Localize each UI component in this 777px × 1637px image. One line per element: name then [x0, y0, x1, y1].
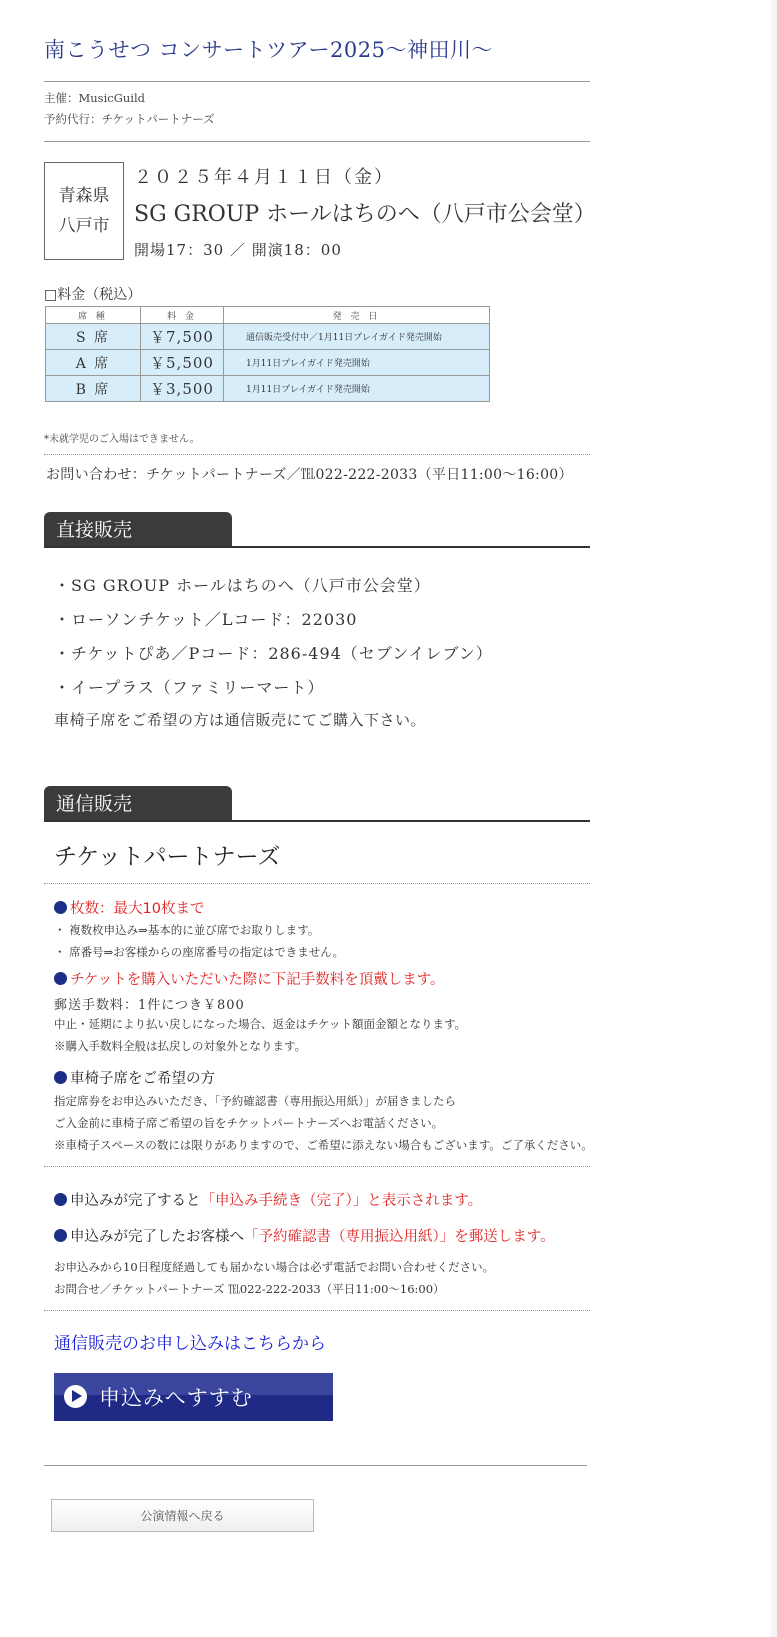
bullet-icon [54, 972, 67, 985]
play-icon [64, 1385, 87, 1408]
header-sale-date: 発 売 日 [224, 307, 490, 324]
followup-contact: お問合せ／チケットパートナーズ ℡022-222-2033（平日11:00〜16:00） [54, 1282, 445, 1296]
table-row [46, 376, 490, 402]
section-line [44, 546, 590, 548]
list-item: ・チケットぴあ／Pコード：286-494（セブンイレブン） [54, 644, 493, 663]
section-header-mail [44, 786, 590, 822]
divider [44, 141, 590, 142]
list-item: ・SG GROUP ホールはちのへ（八戸市公会堂） [54, 576, 431, 595]
limit-heading: 枚数：最大10枚まで [54, 897, 204, 918]
dotted-divider [44, 883, 590, 884]
page-title: 南こうせつ コンサートツアー2025〜神田川〜 [44, 38, 493, 62]
limit-note: ・ 席番号⇒お客様からの座席番号の指定はできません。 [54, 945, 344, 959]
section-line [44, 820, 590, 822]
dotted-divider [44, 1310, 590, 1311]
back-to-info-button[interactable] [51, 1499, 314, 1532]
wheelchair-note: 車椅子席をご希望の方は通信販売にてご購入下さい。 [54, 711, 427, 729]
bullet-icon [54, 1193, 67, 1206]
location-box [44, 162, 124, 260]
mailed-message: 申込みが完了したお客様へ「予約確認書（専用振込用紙）」を郵送します。 [54, 1225, 555, 1246]
fee-table-header [46, 307, 490, 324]
price-cell: ￥7,500 [141, 324, 224, 350]
wheelchair-heading: 車椅子席をご希望の方 [54, 1067, 215, 1088]
apply-button[interactable] [54, 1373, 333, 1421]
back-button-label: 公演情報へ戻る [140, 1509, 225, 1523]
dotted-divider [44, 1166, 590, 1167]
price-cell: ￥3,500 [141, 376, 224, 402]
prefecture-label: 青森県 [58, 186, 110, 206]
header-price: 料 金 [141, 307, 224, 324]
followup-note: お申込みから10日程度経過しても届かない場合は必ず電話でお問い合わせください。 [54, 1260, 495, 1274]
event-date: ２０２５年４月１１日（金） [134, 167, 394, 188]
divider [44, 81, 590, 82]
sale-cell: 1月11日プレイガイド発売開始 [224, 350, 490, 376]
bullet-icon [54, 901, 67, 914]
table-row [46, 350, 490, 376]
wheelchair-note: ※車椅子スペースの数には限りがありますので、ご希望に添えない場合もございます。ご了承ください。 [54, 1138, 593, 1152]
apply-button-label: 申込みへすすむ [99, 1386, 253, 1410]
fee-heading: チケットを購入いただいた際に下記手数料を頂戴します。 [54, 968, 445, 989]
postage-fee: 郵送手数料：1件につき￥800 [54, 998, 245, 1013]
organizer-text: 主催：MusicGuild [44, 91, 146, 105]
price-cell: ￥5,500 [141, 350, 224, 376]
section-tab: 直接販売 [44, 512, 232, 546]
fee-note: ※購入手数料全般は払戻しの対象外となります。 [54, 1039, 307, 1053]
seat-cell: S 席 [46, 324, 141, 350]
seat-cell: A 席 [46, 350, 141, 376]
wheelchair-note: ご入金前に車椅子席ご希望の旨をチケットパートナーズへお電話ください。 [54, 1116, 444, 1130]
seat-cell: B 席 [46, 376, 141, 402]
event-times: 開場17：30 ／ 開演18：00 [134, 241, 342, 259]
section-header-direct [44, 512, 590, 548]
table-row [46, 324, 490, 350]
limit-note: ・ 複数枚申込み⇒基本的に並び席でお取りします。 [54, 923, 320, 937]
sale-cell: 通信販売受付中／1月11日プレイガイド発売開始 [224, 324, 490, 350]
event-venue: SG GROUP ホールはちのへ（八戸市公会堂） [134, 202, 596, 227]
list-item: ・イープラス（ファミリーマート） [54, 678, 325, 697]
mail-order-link[interactable]: 通信販売のお申し込みはこちらから [54, 1334, 326, 1354]
bullet-icon [54, 1229, 67, 1242]
complete-message: 申込みが完了すると「申込み手続き（完了）」と表示されます。 [54, 1189, 482, 1210]
fee-label: □料金（税込） [44, 287, 142, 303]
agent-text: 予約代行：チケットパートナーズ [44, 112, 215, 126]
dotted-divider [44, 454, 590, 455]
divider [44, 1465, 587, 1466]
contact-info: お問い合わせ：チケットパートナーズ／℡022-222-2033（平日11:00〜16:00） [46, 467, 573, 483]
header-seat: 席 種 [46, 307, 141, 324]
wheelchair-note: 指定席券をお申込みいただき、「予約確認書（専用振込用紙）」が届きましたら [54, 1094, 457, 1108]
fee-table [45, 306, 490, 402]
bullet-icon [54, 1071, 67, 1084]
age-note: *未就学児のご入場はできません。 [44, 434, 200, 445]
list-item: ・ローソンチケット／Lコード：22030 [54, 610, 358, 629]
fee-note: 中止・延期により払い戻しになった場合、返金はチケット額面金額となります。 [54, 1017, 467, 1031]
partner-name: チケットパートナーズ [54, 844, 281, 870]
section-tab: 通信販売 [44, 786, 232, 820]
city-label: 八戸市 [58, 216, 110, 236]
sale-cell: 1月11日プレイガイド発売開始 [224, 376, 490, 402]
scrollbar-track[interactable] [771, 0, 777, 1637]
